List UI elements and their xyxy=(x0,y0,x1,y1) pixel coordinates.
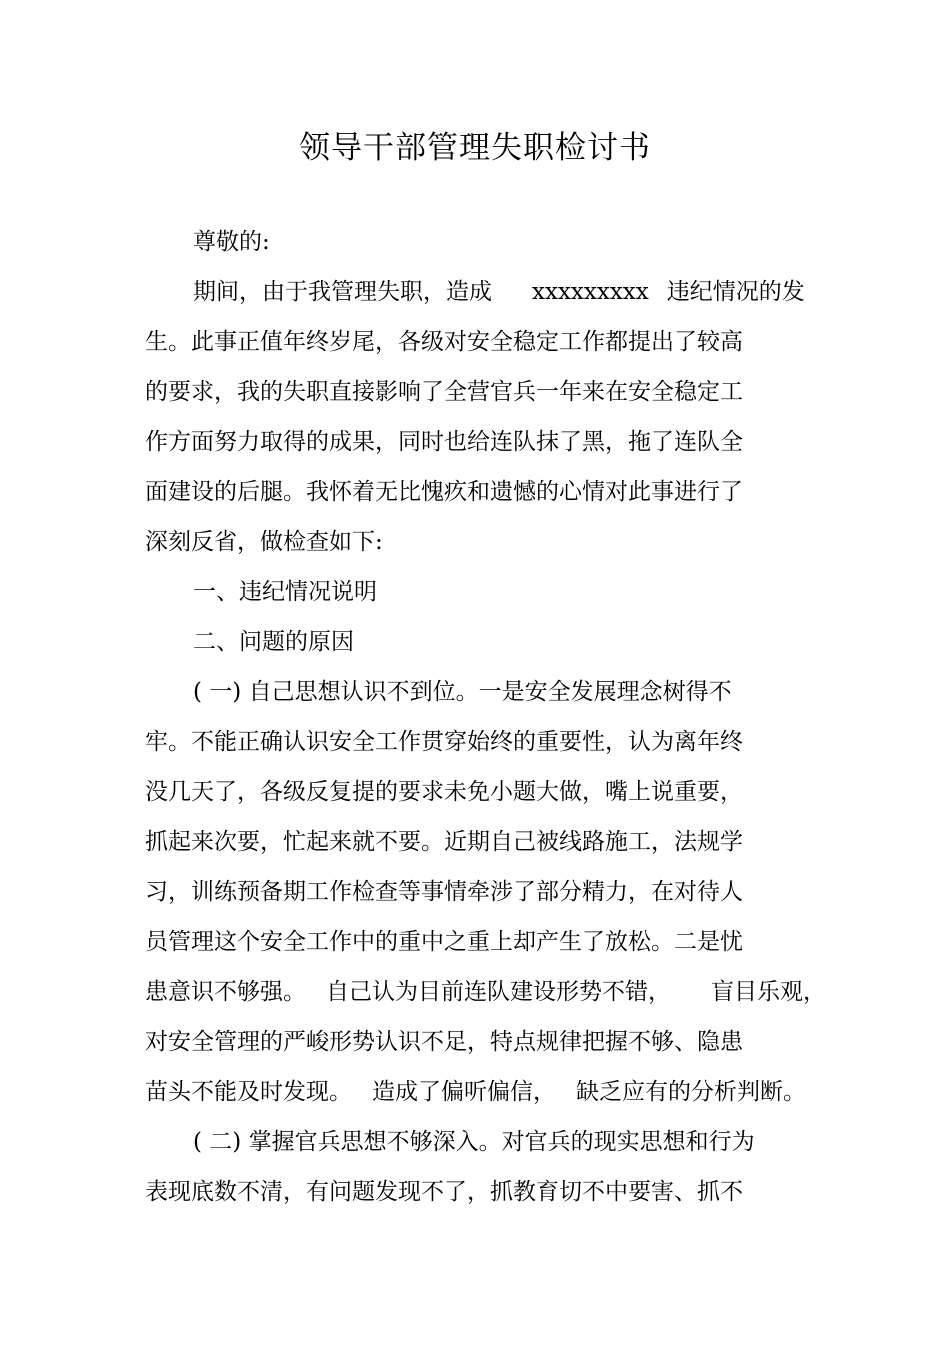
paragraph-2-line-7 xyxy=(145,977,826,1007)
text-segment: 自己认为目前连队建设形势不错， xyxy=(326,979,671,1005)
text-segment: 缺乏应有的分析判断。 xyxy=(576,1079,806,1105)
text-segment: 盲目乐观， xyxy=(711,979,826,1005)
document-title: 领导干部管理失职检讨书 xyxy=(299,130,651,166)
paragraph-2-line-5: 习，训练预备期工作检查等事情牵涉了部分精力，在对待人 xyxy=(145,879,743,905)
paragraph-2-line-6: 员管理这个安全工作中的重中之重上却产生了放松。二是忧 xyxy=(145,929,743,955)
paragraph-3-line-2: 表现底数不清，有问题发现不了，抓教育切不中要害、抓不 xyxy=(145,1179,743,1205)
paragraph-1-line-1 xyxy=(193,277,805,307)
paragraph-1-line-5: 面建设的后腿。我怀着无比愧疚和遗憾的心情对此事进行了 xyxy=(145,479,743,505)
text-segment: 造成了偏听偏信， xyxy=(372,1079,556,1105)
paragraph-2-line-9 xyxy=(145,1077,806,1107)
salutation: 尊敬的: xyxy=(193,229,270,255)
paragraph-1-line-4: 作方面努力取得的成果，同时也给连队抹了黑，拖了连队全 xyxy=(145,429,743,455)
paragraph-2-line-2: 牢。不能正确认识安全工作贯穿始终的重要性，认为离年终 xyxy=(145,729,743,755)
paragraph-1-line-6: 深刻反省，做检查如下: xyxy=(145,529,383,555)
redacted-placeholder: xxxxxxxxx xyxy=(532,279,649,305)
paragraph-1-line-2: 生。此事正值年终岁尾，各级对安全稳定工作都提出了较高 xyxy=(145,329,743,355)
paragraph-2-line-3: 没几天了，各级反复提的要求未免小题大做，嘴上说重要， xyxy=(145,779,743,805)
text-segment: 苗头不能及时发现。 xyxy=(145,1079,352,1105)
text-segment: 期间，由于我管理失职，造成 xyxy=(193,279,492,305)
paragraph-2-line-1: ( 一) 自己思想认识不到位。一是安全发展理念树得不 xyxy=(193,679,732,705)
section-heading-1: 一、违纪情况说明 xyxy=(193,579,377,605)
text-segment: 患意识不够强。 xyxy=(145,979,306,1005)
paragraph-2-line-8: 对安全管理的严峻形势认识不足，特点规律把握不够、隐患 xyxy=(145,1029,743,1055)
paragraph-2-line-4: 抓起来次要，忙起来就不要。近期自己被线路施工，法规学 xyxy=(145,829,743,855)
text-segment: 违纪情况的发 xyxy=(666,279,805,305)
paragraph-1-line-3: 的要求，我的失职直接影响了全营官兵一年来在安全稳定工 xyxy=(145,379,743,405)
section-heading-2: 二、问题的原因 xyxy=(193,629,354,655)
paragraph-3-line-1: ( 二) 掌握官兵思想不够深入。对官兵的现实思想和行为 xyxy=(193,1129,755,1155)
